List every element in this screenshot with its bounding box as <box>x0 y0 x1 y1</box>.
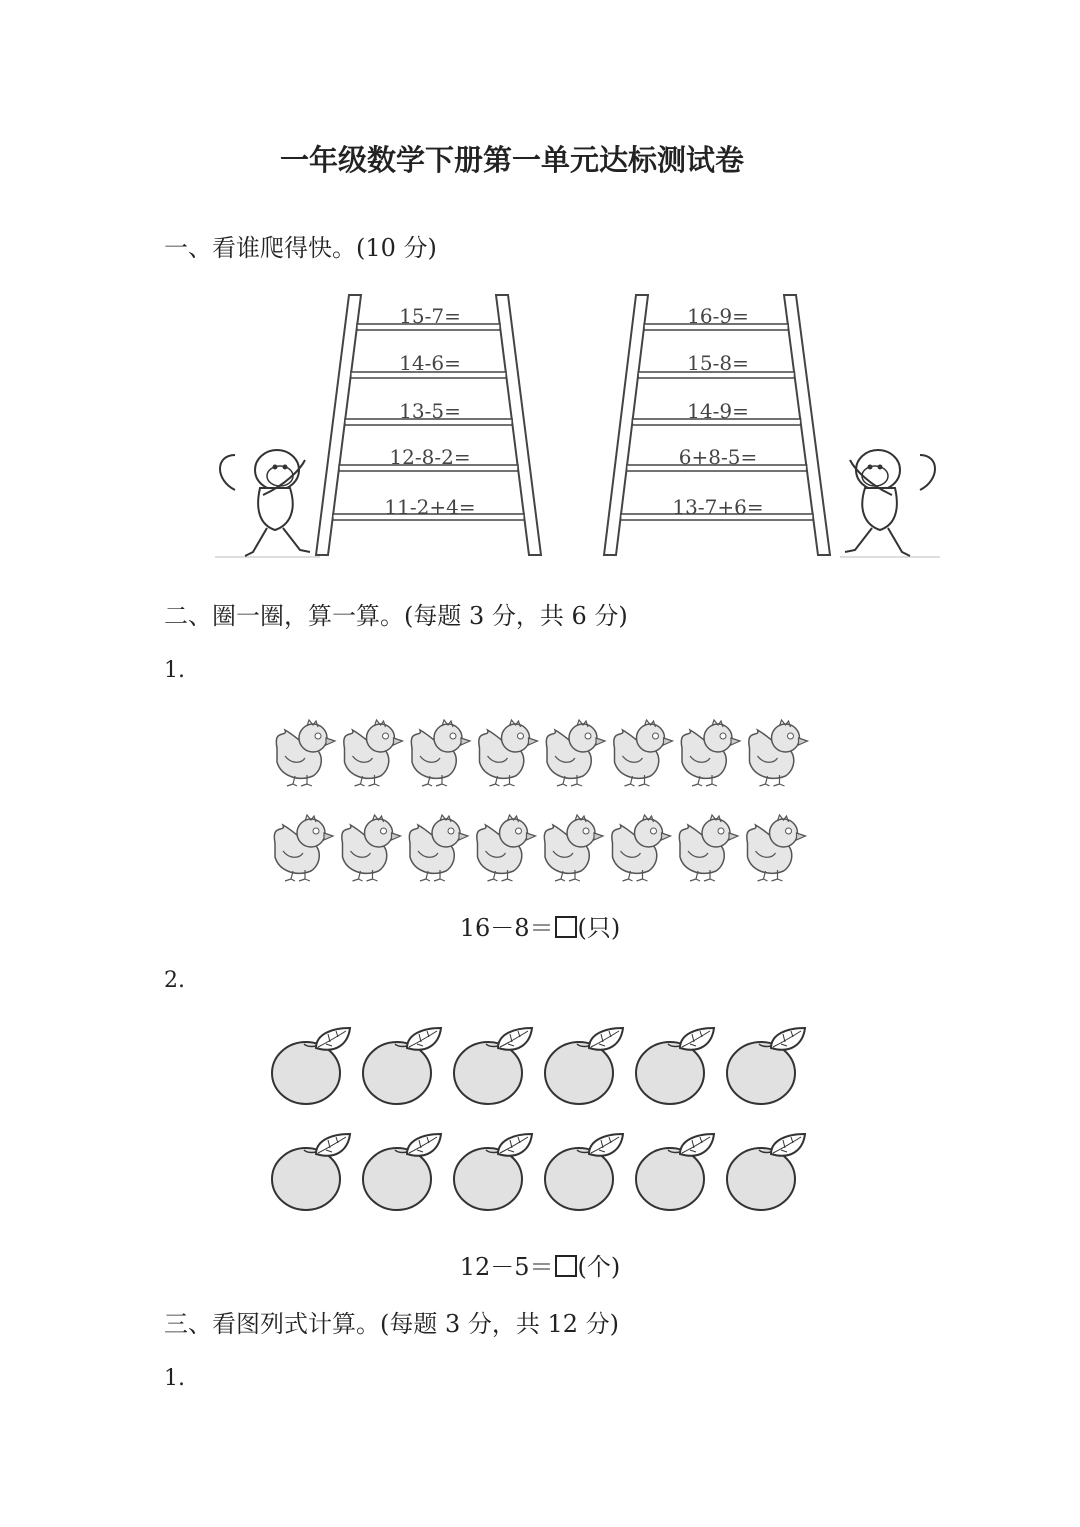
chick-grid <box>265 710 825 890</box>
chick-icon <box>681 720 740 786</box>
chick-icon <box>546 720 605 786</box>
apple-icon <box>545 1134 623 1210</box>
ladder-1-problem-1: 15-7= <box>399 304 461 328</box>
ladder-2 <box>604 295 830 555</box>
apple-icon <box>636 1028 714 1104</box>
ladder-2-problem-4: 6+8-5= <box>678 445 758 469</box>
chick-icon <box>344 720 403 786</box>
monkey-icon-right <box>840 450 940 557</box>
apple-icon <box>363 1134 441 1210</box>
question-2-2-equation <box>0 1247 1080 1282</box>
ladder-1-problem-4: 12-8-2= <box>389 445 471 469</box>
chick-icon <box>276 720 335 786</box>
apple-icon <box>545 1028 623 1104</box>
section-3-heading: 三、看图列式计算。(每题 3 分，共 12 分) <box>164 1310 620 1338</box>
chick-icon <box>409 815 468 881</box>
chick-icon <box>274 815 333 881</box>
answer-box-2-1[interactable] <box>555 916 577 938</box>
section-2-heading: 二、圈一圈，算一算。(每题 3 分，共 6 分) <box>164 602 628 630</box>
apple-icon <box>454 1028 532 1104</box>
apple-icon <box>272 1134 350 1210</box>
chick-icon <box>612 815 671 881</box>
chick-icon <box>747 815 806 881</box>
chick-icon <box>544 815 603 881</box>
equation-2-2-unit: (个) <box>577 1253 621 1281</box>
equation-2-1-unit: (只) <box>577 914 621 942</box>
question-2-2-number: 2. <box>164 968 185 993</box>
section-1-heading: 一、看谁爬得快。(10 分) <box>164 234 437 262</box>
chick-icon <box>749 720 808 786</box>
apple-icon <box>636 1134 714 1210</box>
question-3-1-number: 1. <box>164 1366 185 1391</box>
ladder-1-problem-2: 14-6= <box>399 351 461 375</box>
ladder-2-problem-5: 13-7+6= <box>672 495 764 519</box>
apple-icon <box>363 1028 441 1104</box>
chick-icon <box>479 720 538 786</box>
apple-icon <box>454 1134 532 1210</box>
ladder-1 <box>316 295 541 555</box>
question-2-1-equation <box>0 908 1080 943</box>
ladder-2-problem-2: 15-8= <box>687 351 749 375</box>
chick-icon <box>477 815 536 881</box>
monkey-icon-left <box>215 450 320 557</box>
apple-icon <box>727 1028 805 1104</box>
equation-2-2-left: 12－5＝ <box>459 1253 554 1281</box>
ladder-1-problem-3: 13-5= <box>399 399 461 423</box>
ladder-figure <box>0 280 1080 580</box>
equation-2-1-left: 16－8＝ <box>459 914 554 942</box>
chick-icon <box>342 815 401 881</box>
chick-icon <box>411 720 470 786</box>
apple-icon <box>727 1134 805 1210</box>
chick-icon <box>679 815 738 881</box>
chick-icon <box>614 720 673 786</box>
page-title: 一年级数学下册第一单元达标测试卷 <box>279 143 744 177</box>
answer-box-2-2[interactable] <box>555 1255 577 1277</box>
ladder-2-problem-3: 14-9= <box>687 399 749 423</box>
ladder-1-problem-5: 11-2+4= <box>384 495 476 519</box>
apple-grid <box>262 1020 822 1220</box>
ladder-2-problem-1: 16-9= <box>687 304 749 328</box>
apple-icon <box>272 1028 350 1104</box>
question-2-1-number: 1. <box>164 658 185 683</box>
